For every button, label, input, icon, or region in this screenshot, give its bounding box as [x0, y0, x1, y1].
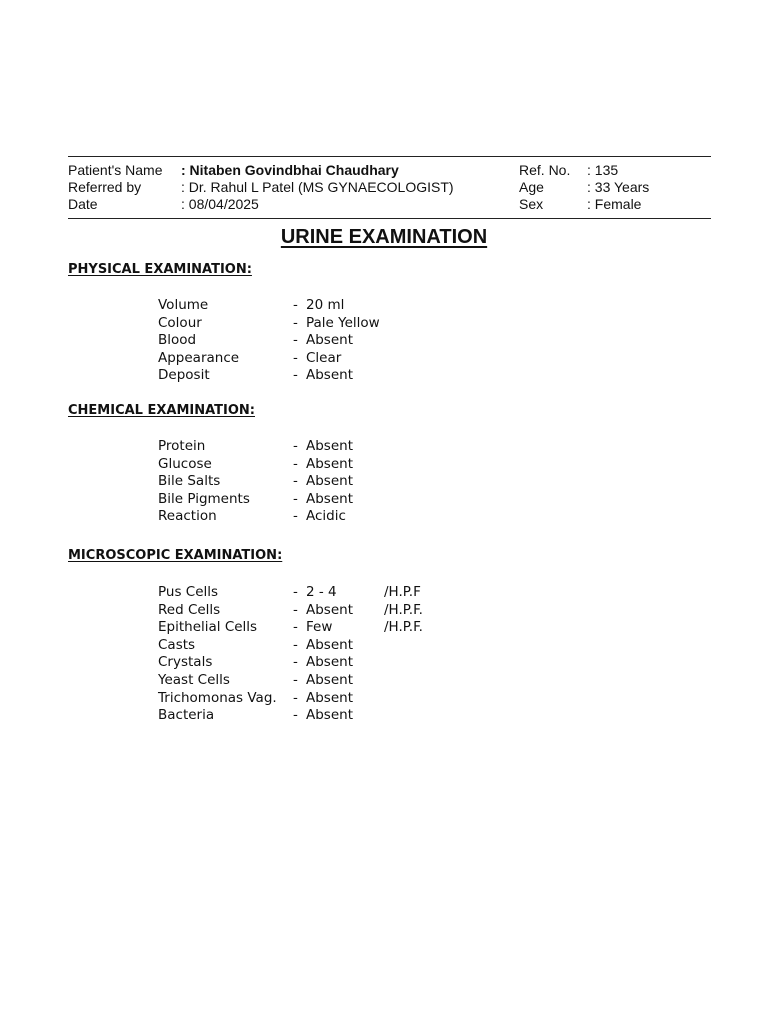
result-dash: - [293, 367, 298, 384]
result-value: Absent [306, 473, 353, 490]
result-row [0, 602, 768, 620]
result-label: Appearance [158, 349, 240, 366]
result-dash: - [293, 601, 298, 618]
report-title-text: URINE EXAMINATION [280, 226, 488, 248]
result-dash: - [293, 707, 298, 724]
result-dash: - [293, 689, 298, 706]
result-value: 20 ml [306, 297, 345, 313]
result-value: Absent [306, 367, 353, 384]
result-label: Protein [158, 438, 206, 454]
result-value: 2 - 4 [306, 584, 337, 600]
result-row [0, 350, 768, 368]
result-row [0, 332, 768, 350]
result-label: Bacteria [158, 707, 215, 724]
result-value: Pale Yellow [306, 314, 380, 331]
result-value: Absent [306, 654, 353, 671]
result-row [0, 584, 768, 602]
result-dash: - [293, 473, 298, 490]
patient-name-label: Patient's Name [68, 162, 163, 178]
result-row [0, 672, 768, 690]
result-row [0, 707, 768, 725]
section-heading-chemical: CHEMICAL EXAMINATION: [68, 403, 255, 418]
result-dash: - [293, 671, 298, 688]
result-row [0, 438, 768, 456]
result-dash: - [293, 332, 298, 349]
referred-by-label: Referred by [68, 179, 142, 195]
sex-value: : Female [587, 196, 642, 212]
result-value: Acidic [306, 508, 346, 525]
result-row [0, 367, 768, 385]
microscopic-results [0, 584, 768, 725]
result-value: Absent [306, 438, 353, 454]
physical-results [0, 297, 768, 385]
result-dash: - [293, 314, 298, 331]
result-dash: - [293, 438, 298, 454]
result-label: Casts [158, 636, 196, 653]
result-label: Crystals [158, 654, 213, 671]
result-dash: - [293, 619, 298, 636]
header-bottom-rule [68, 218, 711, 219]
section-heading-microscopic: MICROSCOPIC EXAMINATION: [68, 548, 283, 563]
chemical-results [0, 438, 768, 526]
header-top-rule [68, 156, 711, 157]
result-value: Clear [306, 349, 342, 366]
date-label: Date [68, 196, 98, 212]
result-label: Blood [158, 332, 197, 349]
result-dash: - [293, 349, 298, 366]
result-value: Absent [306, 490, 353, 507]
result-value: Absent [306, 455, 353, 472]
age-label: Age [519, 179, 544, 195]
result-label: Deposit [158, 367, 210, 384]
result-dash: - [293, 297, 298, 313]
ref-no-value: : 135 [587, 162, 619, 178]
referred-by-value: : Dr. Rahul L Patel (MS GYNAECOLOGIST) [181, 179, 454, 195]
result-row [0, 297, 768, 315]
result-label: Bile Pigments [158, 490, 250, 507]
result-unit: /H.P.F [384, 584, 421, 600]
result-dash: - [293, 584, 298, 600]
result-label: Red Cells [158, 601, 221, 618]
result-row [0, 637, 768, 655]
patient-name-value: : Nitaben Govindbhai Chaudhary [181, 162, 399, 178]
ref-no-label: Ref. No. [519, 162, 571, 178]
result-row [0, 491, 768, 509]
age-value: : 33 Years [587, 179, 650, 195]
result-value: Absent [306, 689, 353, 706]
result-row [0, 690, 768, 708]
result-label: Reaction [158, 508, 217, 525]
result-value: Few [306, 619, 333, 636]
result-row [0, 654, 768, 672]
result-value: Absent [306, 636, 353, 653]
result-label: Yeast Cells [158, 671, 230, 688]
result-label: Glucose [158, 455, 212, 472]
result-row [0, 315, 768, 333]
result-value: Absent [306, 332, 353, 349]
section-heading-physical: PHYSICAL EXAMINATION: [68, 262, 252, 277]
result-row [0, 473, 768, 491]
result-row [0, 619, 768, 637]
result-dash: - [293, 490, 298, 507]
result-label: Colour [158, 314, 202, 331]
result-unit: /H.P.F. [384, 601, 423, 618]
result-dash: - [293, 636, 298, 653]
result-label: Trichomonas Vag. [158, 689, 277, 706]
result-label: Volume [158, 297, 209, 313]
result-value: Absent [306, 601, 353, 618]
result-row [0, 508, 768, 526]
result-dash: - [293, 654, 298, 671]
result-label: Epithelial Cells [158, 619, 258, 636]
date-value: : 08/04/2025 [181, 196, 259, 212]
sex-label: Sex [519, 196, 544, 212]
result-row [0, 456, 768, 474]
result-label: Pus Cells [158, 584, 219, 600]
result-label: Bile Salts [158, 473, 221, 490]
report-title [0, 225, 768, 249]
result-value: Absent [306, 707, 353, 724]
result-dash: - [293, 455, 298, 472]
result-value: Absent [306, 671, 353, 688]
result-unit: /H.P.F. [384, 619, 423, 636]
result-dash: - [293, 508, 298, 525]
